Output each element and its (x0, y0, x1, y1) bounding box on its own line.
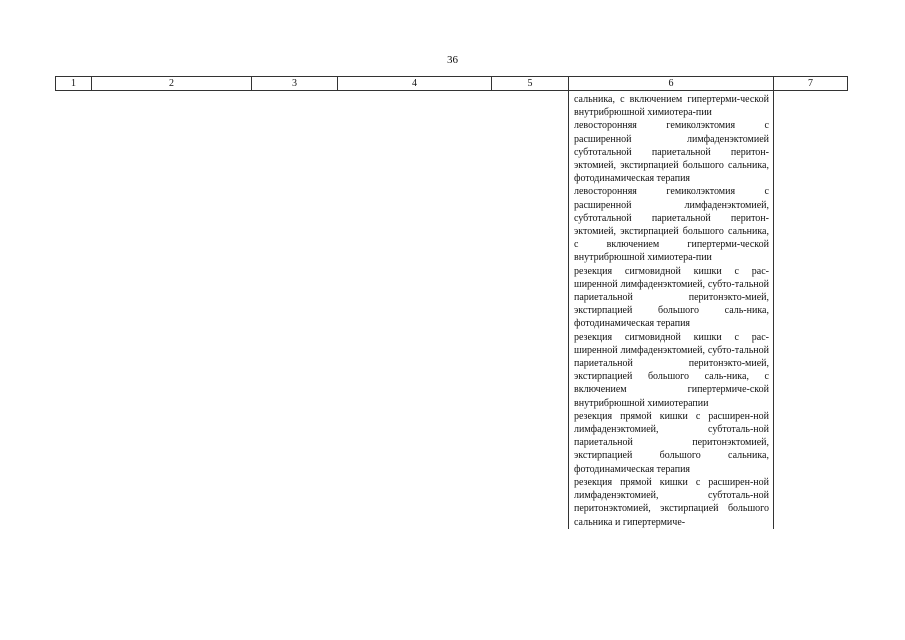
procedure-entry: сальника, с включением гипертерми-ческой внутрибрюшной химиотера-пии (574, 94, 769, 119)
column-header-2: 2 (92, 77, 252, 91)
cell-col-3 (252, 91, 338, 529)
table-row (56, 91, 848, 529)
column-header-3: 3 (252, 77, 338, 91)
column-header-4: 4 (338, 77, 492, 91)
cell-col-4 (338, 91, 492, 529)
procedures-table (55, 76, 848, 529)
procedure-list (569, 91, 773, 529)
cell-col-2 (92, 91, 252, 529)
procedure-entry: резекция прямой кишки с расширен-ной лимфаденэктомией, субтоталь-ной перитонэктомией, экстирпацией большого сальника и гипертермиче- (574, 476, 769, 528)
column-header-7: 7 (774, 77, 848, 91)
cell-col-1 (56, 91, 92, 529)
column-header-5: 5 (492, 77, 569, 91)
procedure-entry: резекция сигмовидной кишки с рас-ширенной лимфаденэктомией, субто-тальной париетальной перитонэкто-мией, экстирпацией большого саль-ника, фотодинамическая терапия (574, 265, 769, 330)
cell-col-5 (492, 91, 569, 529)
page-number: 36 (447, 54, 458, 66)
column-header-6: 6 (569, 77, 774, 91)
procedure-entry: левосторонняя гемиколэктомия с расширенной лимфаденэктомией субтотальной париетальной перитон-эктомией, экстирпацией большого сальника, фотодинамическая терапия (574, 120, 769, 185)
header-row (56, 77, 848, 91)
cell-col-6 (569, 91, 774, 529)
procedure-entry: резекция сигмовидной кишки с рас-ширенной лимфаденэктомией, субто-тальной париетальной перитонэкто-мией, экстирпацией большого саль-ника, с включением гипертермиче-ской внутрибрюшной химиотерапии (574, 331, 769, 409)
procedure-entry: левосторонняя гемиколэктомия с расширенной лимфаденэктомией, субтотальной париетальной перитон-эктомией, экстирпацией большого сальника, с включением гипертерми-ческой внутрибрюшной химиотера-пии (574, 186, 769, 264)
column-header-1: 1 (56, 77, 92, 91)
cell-col-7 (774, 91, 848, 529)
procedure-entry: резекция прямой кишки с расширен-ной лимфаденэктомией, субтоталь-ной париетальной перитонэктомией, экстирпацией большого сальника, фотодинамическая терапия (574, 410, 769, 475)
